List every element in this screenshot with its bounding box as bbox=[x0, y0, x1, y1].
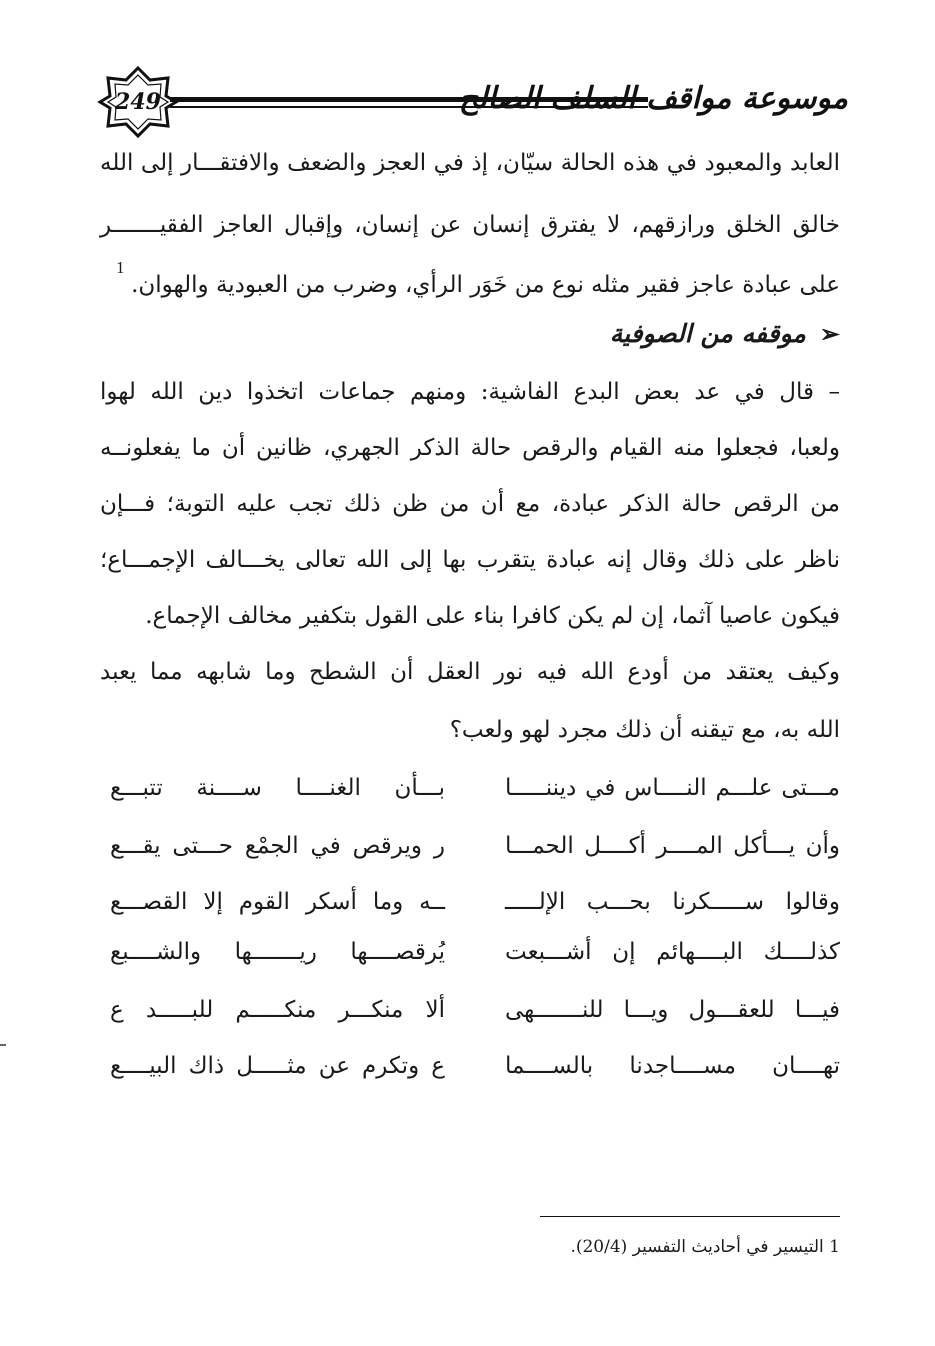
section-heading-text: موقفه من الصوفية bbox=[609, 319, 806, 348]
text-line bbox=[100, 265, 840, 305]
page-header bbox=[98, 66, 848, 138]
verse-second-hemistich: ع وتكرم عن مثـــــل ذاك البيــــع bbox=[110, 1053, 445, 1079]
poem-verse bbox=[100, 826, 840, 866]
footnote-reference[interactable]: 1 bbox=[116, 258, 125, 277]
poem-verse bbox=[100, 932, 840, 972]
verse-first-hemistich: تهــــان مســــاجدنا بالســــما bbox=[505, 1053, 840, 1079]
verse-second-hemistich: ر ويرقص في الجمْع حـــتى يقـــع bbox=[110, 833, 445, 859]
poem-verse bbox=[100, 768, 840, 808]
bullet-arrow-icon: ➢ bbox=[819, 319, 840, 348]
section-heading bbox=[540, 312, 840, 356]
text-line: فيكون عاصيا آثما، إن لم يكن كافرا بناء على القول بتكفير مخالف الإجماع. bbox=[145, 603, 840, 629]
scan-edge-mark bbox=[0, 1044, 6, 1046]
text-line: خالق الخلق ورازقهم، لا يفترق إنسان عن إنسان، وإقبال العاجز الفقيـــــــر bbox=[100, 212, 840, 238]
verse-first-hemistich: كذلــــك البــــهائم إن أشـــبعت bbox=[505, 939, 840, 965]
text-line: من الرقص حالة الذكر عبادة، مع أن من ظن ذلك تجب عليه التوبة؛ فـــإن bbox=[100, 491, 840, 517]
poem-verse bbox=[100, 1046, 840, 1086]
verse-first-hemistich: وقالوا ســـــكرنا بحـــب الإلـــــ bbox=[505, 889, 840, 915]
verse-first-hemistich: وأن يـــأكل المــــر أكــــل الحمـــا bbox=[505, 833, 840, 859]
book-title: موسوعة مواقف السلف الصالح bbox=[458, 81, 848, 116]
footnote: 1 التيسير في أحاديث التفسير (20/4). bbox=[570, 1237, 840, 1257]
verse-first-hemistich: فيـــا للعقـــول ويـــا للنـــــــهى bbox=[505, 997, 840, 1023]
page-number-badge bbox=[98, 66, 178, 138]
poem-verse bbox=[100, 882, 840, 922]
verse-first-hemistich: مـــتى علـــم النــــاس في ديننـــــا bbox=[505, 775, 840, 801]
text-line: ولعبا، فجعلوا منه القيام والرقص حالة الذكر الجهري، ظانين أن ما يفعلونــه bbox=[100, 435, 840, 461]
text-line: وكيف يعتقد من أودع الله فيه نور العقل أن الشطح وما شابهه مما يعبد bbox=[100, 659, 840, 685]
page-number: 249 bbox=[115, 89, 161, 115]
text-line: الله به، مع تيقنه أن ذلك مجرد لهو ولعب؟ bbox=[449, 717, 840, 743]
poem-verse bbox=[100, 990, 840, 1030]
verse-second-hemistich: يُرقصــــها ريـــــــها والشــــبع bbox=[110, 939, 445, 965]
text-line: ناظر على ذلك وقال إنه عبادة يتقرب بها إلى الله تعالى يخـــالف الإجمـــاع؛ bbox=[100, 547, 840, 573]
verse-second-hemistich: بـــأن الغنــــا ســــنة تتبـــع bbox=[110, 775, 445, 801]
verse-second-hemistich: ــه وما أسكر القوم إلا القصـــع bbox=[110, 889, 445, 915]
footnote-separator bbox=[540, 1216, 840, 1217]
text-line: – قال في عد بعض البدع الفاشية: ومنهم جماعات اتخذوا دين الله لهوا bbox=[100, 379, 840, 405]
verse-second-hemistich: ألا منكـــر منكـــــم للبـــــد ع bbox=[110, 997, 445, 1023]
text-line-content: على عبادة عاجز فقير مثله نوع من خَوَر الرأي، وضرب من العبودية والهوان. bbox=[131, 272, 840, 298]
text-line: العابد والمعبود في هذه الحالة سيّان، إذ في العجز والضعف والافتقـــار إلى الله bbox=[100, 150, 840, 176]
